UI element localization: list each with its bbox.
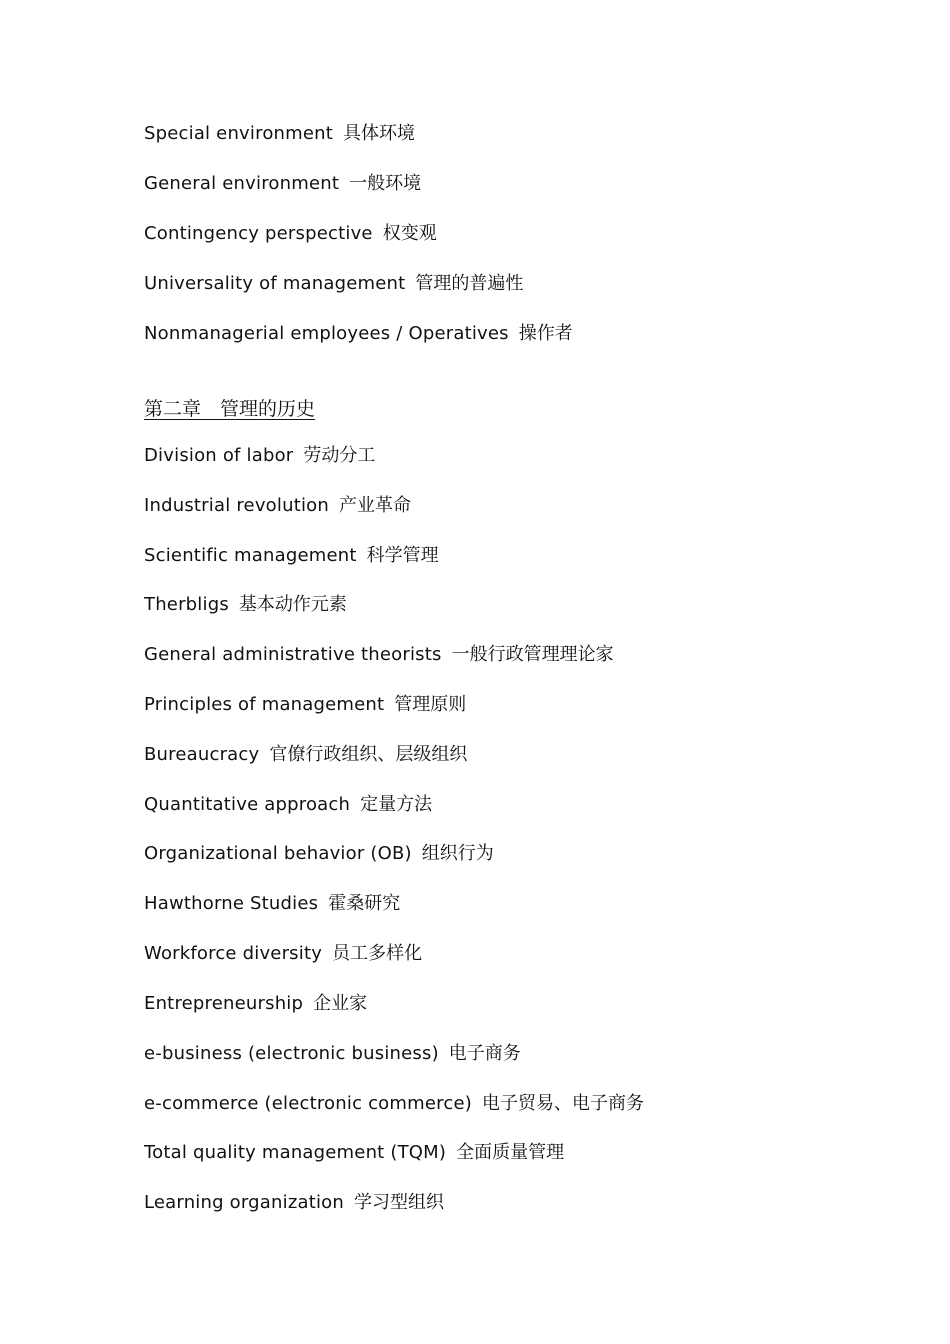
glossary-entry xyxy=(144,992,367,1016)
term-chinese: 权变观 xyxy=(382,223,437,244)
term-english: Division of labor xyxy=(144,445,294,466)
glossary-entry xyxy=(144,942,422,966)
glossary-entry xyxy=(144,593,347,617)
glossary-entry xyxy=(144,544,439,568)
glossary-entry xyxy=(144,272,523,296)
term-english: Industrial revolution xyxy=(144,495,329,516)
glossary-entry xyxy=(144,1141,564,1165)
term-chinese: 一般行政管理理论家 xyxy=(451,644,614,665)
glossary-entry xyxy=(144,222,437,246)
chapter-heading: 第二章 管理的历史 xyxy=(144,398,316,420)
term-english: Learning organization xyxy=(144,1192,344,1213)
glossary-entry xyxy=(144,444,375,468)
term-chinese: 企业家 xyxy=(313,993,368,1014)
term-english: General administrative theorists xyxy=(144,644,442,665)
term-chinese: 具体环境 xyxy=(343,123,416,144)
glossary-entry xyxy=(144,122,415,146)
glossary-entry xyxy=(144,1191,444,1215)
term-chinese: 电子商务 xyxy=(448,1043,521,1064)
glossary-entry xyxy=(144,494,411,518)
term-chinese: 官僚行政组织、层级组织 xyxy=(269,744,468,765)
term-chinese: 科学管理 xyxy=(366,545,439,566)
term-english: Bureaucracy xyxy=(144,744,260,765)
term-english: Universality of management xyxy=(144,273,406,294)
term-english: Entrepreneurship xyxy=(144,993,304,1014)
term-chinese: 员工多样化 xyxy=(332,943,423,964)
glossary-entry xyxy=(144,172,421,196)
term-english: e-commerce (electronic commerce) xyxy=(144,1093,472,1114)
term-english: Total quality management (TQM) xyxy=(144,1142,447,1163)
term-chinese: 定量方法 xyxy=(360,794,433,815)
term-chinese: 基本动作元素 xyxy=(238,594,347,615)
glossary-entry xyxy=(144,842,494,866)
term-chinese: 管理的普遍性 xyxy=(415,273,524,294)
term-english: Scientific management xyxy=(144,545,357,566)
term-chinese: 组织行为 xyxy=(421,843,494,864)
term-english: Nonmanagerial employees / Operatives xyxy=(144,323,509,344)
term-chinese: 霍桑研究 xyxy=(328,893,401,914)
term-english: Hawthorne Studies xyxy=(144,893,319,914)
term-chinese: 一般环境 xyxy=(349,173,422,194)
term-english: Special environment xyxy=(144,123,334,144)
term-chinese: 管理原则 xyxy=(394,694,467,715)
term-english: Quantitative approach xyxy=(144,794,351,815)
glossary-entry xyxy=(144,693,466,717)
term-english: e-business (electronic business) xyxy=(144,1043,439,1064)
term-english: Therbligs xyxy=(144,594,229,615)
term-english: Organizational behavior (OB) xyxy=(144,843,412,864)
glossary-entry xyxy=(144,743,467,767)
glossary-entry xyxy=(144,322,573,346)
glossary-entry xyxy=(144,1092,644,1116)
term-english: Contingency perspective xyxy=(144,223,373,244)
term-chinese: 学习型组织 xyxy=(354,1192,444,1213)
glossary-entry xyxy=(144,643,614,667)
term-chinese: 全面质量管理 xyxy=(456,1142,565,1163)
term-chinese: 操作者 xyxy=(518,323,573,344)
glossary-entry xyxy=(144,793,432,817)
term-chinese: 产业革命 xyxy=(338,495,411,516)
glossary-entry xyxy=(144,892,400,916)
term-chinese: 电子贸易、电子商务 xyxy=(481,1093,644,1114)
term-english: Principles of management xyxy=(144,694,385,715)
term-chinese: 劳动分工 xyxy=(303,445,376,466)
glossary-entry xyxy=(144,1042,521,1066)
term-english: Workforce diversity xyxy=(144,943,323,964)
term-english: General environment xyxy=(144,173,340,194)
